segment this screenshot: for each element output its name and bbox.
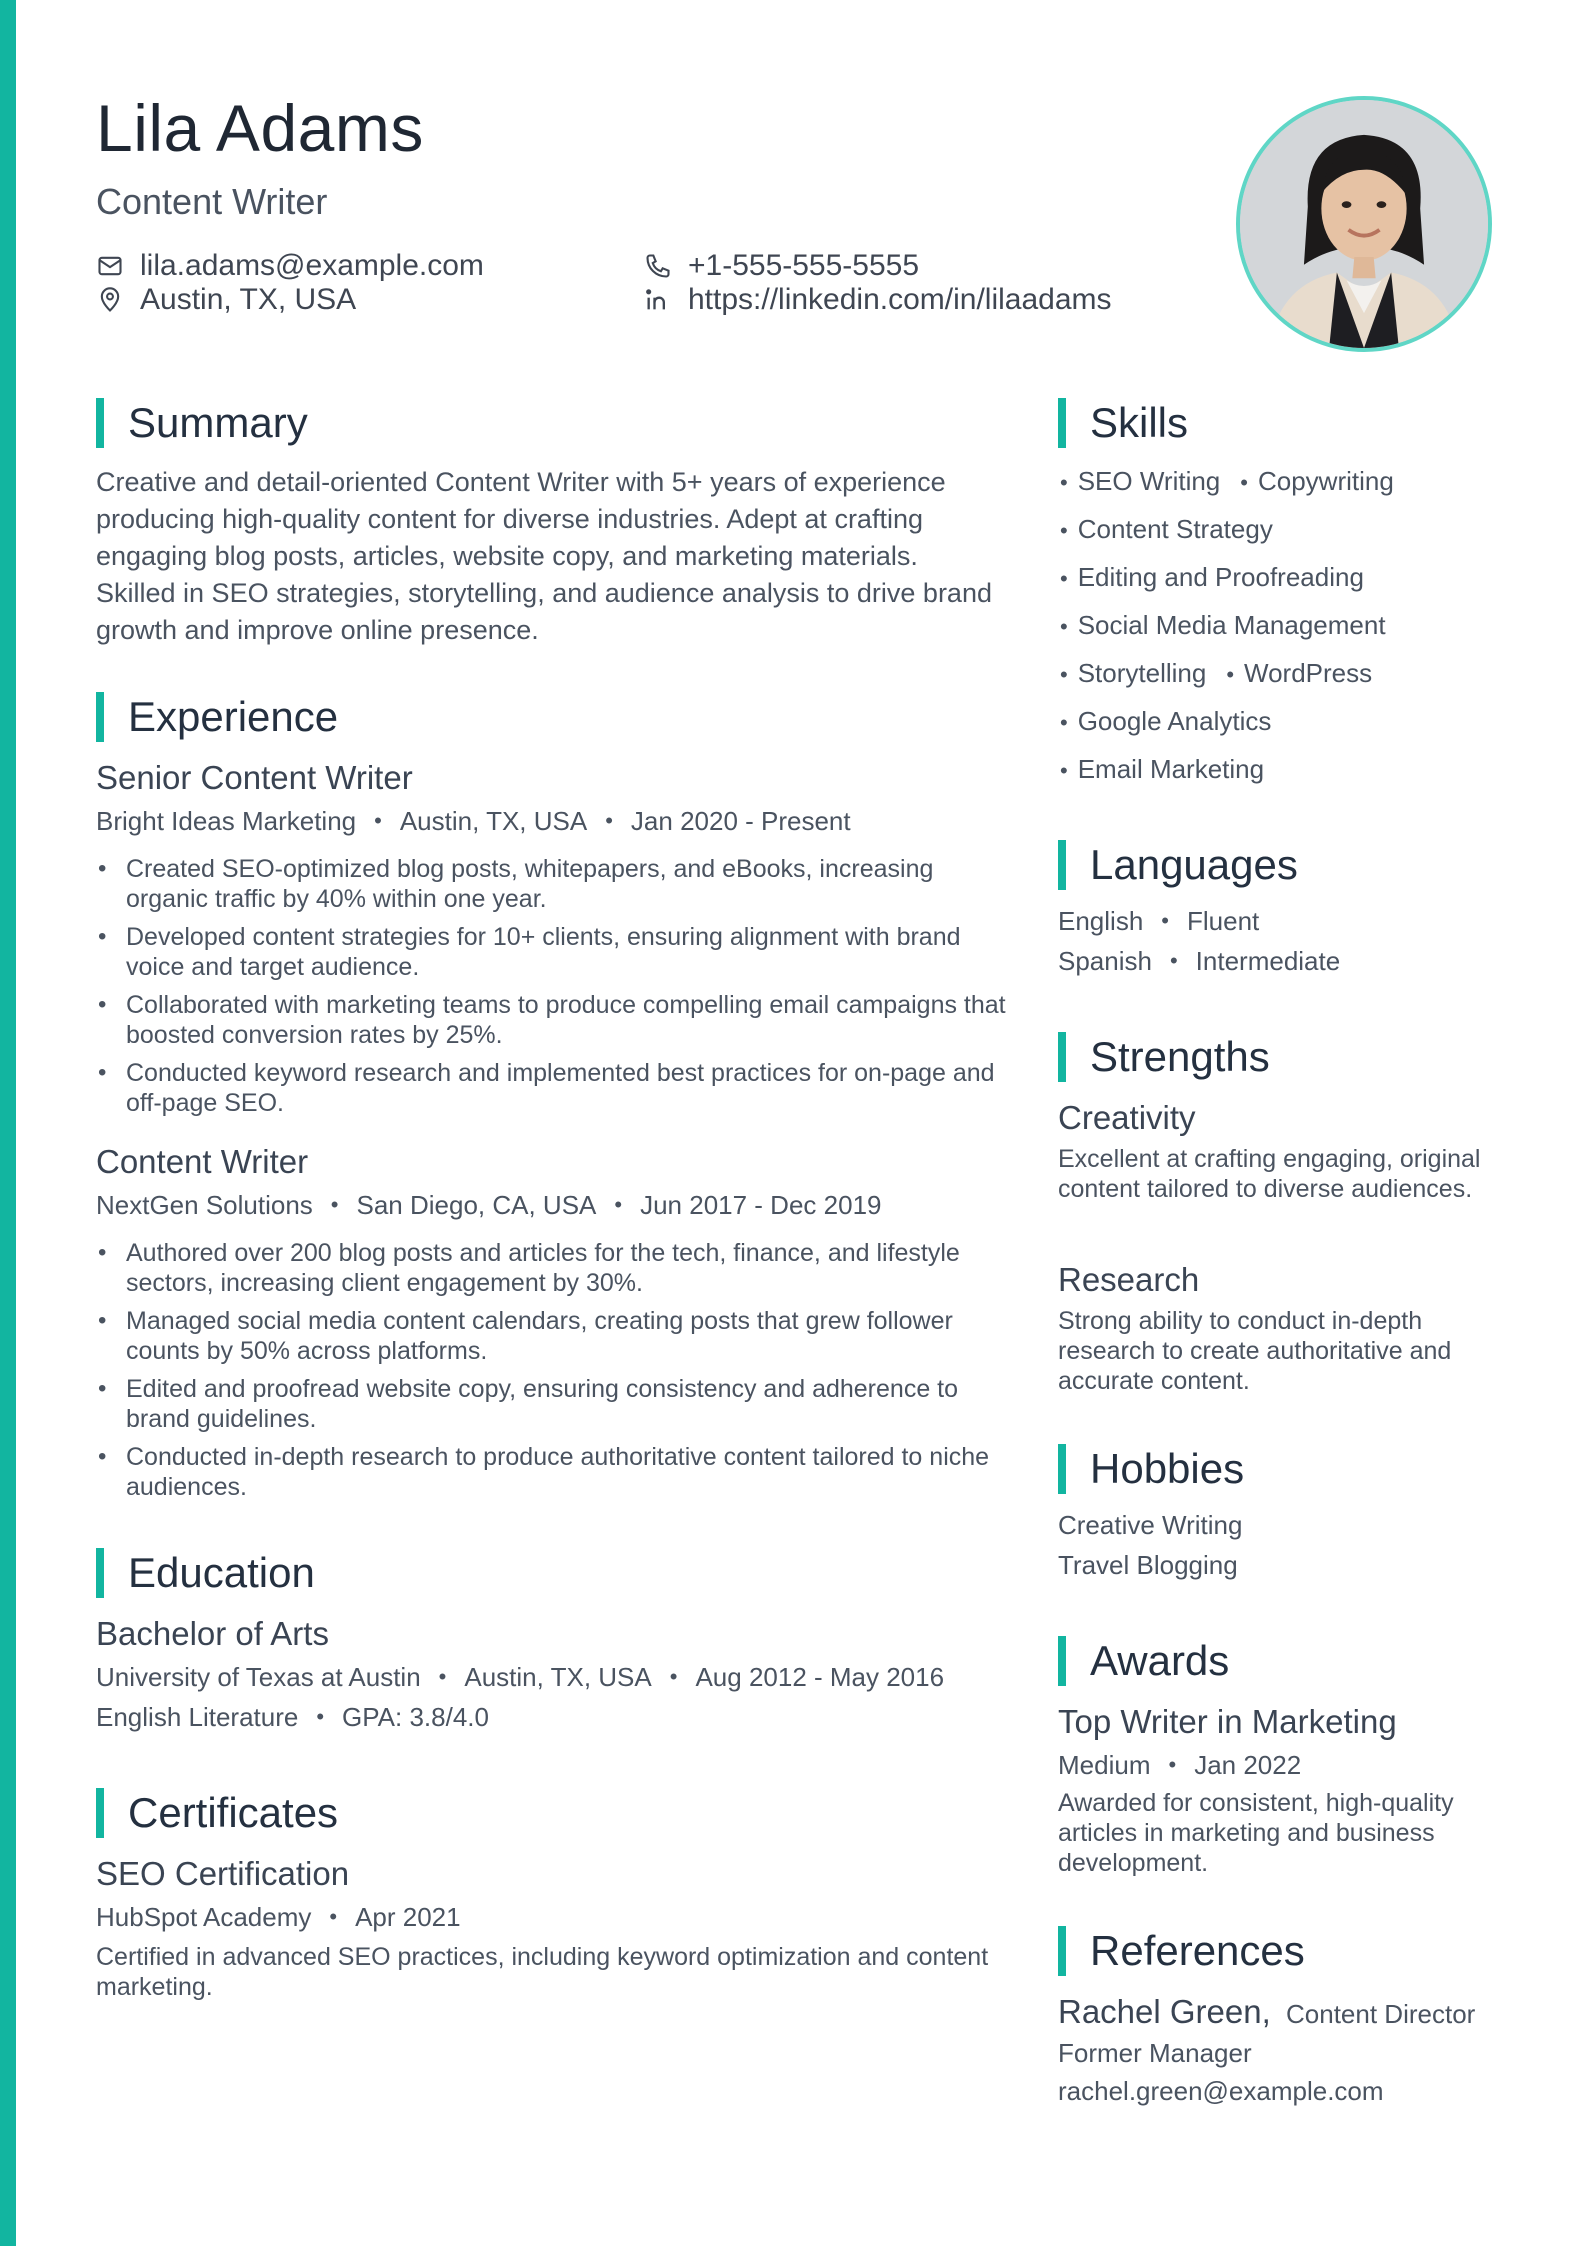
award-meta: Medium • Jan 2022 bbox=[1058, 1750, 1302, 1780]
education-school: University of Texas at Austin bbox=[96, 1662, 421, 1692]
contact-location-text: Austin, TX, USA bbox=[140, 283, 357, 316]
job-role: Content Writer bbox=[96, 1143, 309, 1180]
section-title-certificates bbox=[96, 1788, 338, 1838]
section-title-text: Languages bbox=[1090, 841, 1298, 888]
language-item: Spanish • Intermediate bbox=[1058, 946, 1341, 976]
skills-row bbox=[1060, 610, 1386, 641]
contact-email-text[interactable]: lila.adams@example.com bbox=[140, 249, 484, 282]
skills-row bbox=[1060, 466, 1394, 497]
strength-text: Strong ability to conduct in-depth research to create authoritative and accurate content. bbox=[1058, 1307, 1452, 1395]
list-item: • Managed social media content calendars, creating posts that grew follower counts by 50% across platforms. bbox=[96, 1306, 1016, 1366]
hobby-item: Travel Blogging bbox=[1058, 1550, 1238, 1580]
contact-phone[interactable] bbox=[644, 248, 919, 284]
job-meta: Bright Ideas Marketing • Austin, TX, USA • Jan 2020 - Present bbox=[96, 806, 851, 836]
education-degree: Bachelor of Arts bbox=[96, 1615, 329, 1652]
section-title-education bbox=[96, 1548, 315, 1598]
hobby-item: Creative Writing bbox=[1058, 1510, 1243, 1540]
section-accent-bar bbox=[1058, 1032, 1066, 1082]
skills-row bbox=[1060, 754, 1264, 785]
award-date: Jan 2022 bbox=[1194, 1750, 1302, 1780]
section-accent-bar bbox=[96, 1788, 104, 1838]
section-title-hobbies bbox=[1058, 1444, 1244, 1494]
accent-side-bar bbox=[0, 0, 16, 2246]
job-bullets bbox=[96, 1238, 1016, 1510]
certificate-issuer: HubSpot Academy bbox=[96, 1902, 312, 1932]
candidate-title: Content Writer bbox=[96, 181, 328, 222]
language-level: Intermediate bbox=[1195, 946, 1341, 976]
job-meta: NextGen Solutions • San Diego, CA, USA • Jun 2017 - Dec 2019 bbox=[96, 1190, 882, 1220]
skill-item: • SEO Writing bbox=[1060, 466, 1220, 496]
language-name: English bbox=[1058, 906, 1144, 936]
award-text: Awarded for consistent, high-quality articles in marketing and business development. bbox=[1058, 1789, 1454, 1877]
reference-email[interactable]: rachel.green@example.com bbox=[1058, 2076, 1384, 2106]
strength-text: Excellent at crafting engaging, original content tailored to diverse audiences. bbox=[1058, 1145, 1481, 1203]
skill-item: • Email Marketing bbox=[1060, 754, 1264, 784]
award-name: Top Writer in Marketing bbox=[1058, 1703, 1397, 1740]
section-title-skills bbox=[1058, 398, 1188, 448]
education-details: English Literature • GPA: 3.8/4.0 bbox=[96, 1702, 489, 1732]
reference-heading bbox=[1058, 1992, 1475, 2032]
job-company: NextGen Solutions bbox=[96, 1190, 313, 1220]
section-title-summary bbox=[96, 398, 308, 448]
job-dates: Jan 2020 - Present bbox=[630, 806, 851, 836]
section-accent-bar bbox=[1058, 1636, 1066, 1686]
location-pin-icon bbox=[96, 286, 124, 314]
skills-row bbox=[1060, 562, 1364, 593]
language-name: Spanish bbox=[1058, 946, 1152, 976]
section-title-experience bbox=[96, 692, 338, 742]
list-item: • Conducted in-depth research to produce authoritative content tailored to niche audiences. bbox=[96, 1442, 1016, 1502]
person-portrait-icon bbox=[1240, 100, 1488, 348]
list-item: • Authored over 200 blog posts and articles for the tech, finance, and lifestyle sectors, increasing client engagement by 30%. bbox=[96, 1238, 1016, 1298]
section-title-references bbox=[1058, 1926, 1305, 1976]
certificate-name: SEO Certification bbox=[96, 1855, 350, 1892]
skill-item: • WordPress bbox=[1226, 658, 1372, 688]
section-accent-bar bbox=[1058, 398, 1066, 448]
language-level: Fluent bbox=[1186, 906, 1260, 936]
job-location: San Diego, CA, USA bbox=[356, 1190, 597, 1220]
section-title-awards bbox=[1058, 1636, 1229, 1686]
list-item: • Collaborated with marketing teams to produce compelling email campaigns that boosted conversion rates by 25%. bbox=[96, 990, 1016, 1050]
education-location: Austin, TX, USA bbox=[464, 1662, 652, 1692]
section-title-text: Strengths bbox=[1090, 1033, 1270, 1080]
reference-name: Rachel Green, bbox=[1058, 1993, 1271, 2030]
award-issuer: Medium bbox=[1058, 1750, 1151, 1780]
candidate-name: Lila Adams bbox=[96, 91, 424, 165]
certificate-meta: HubSpot Academy • Apr 2021 bbox=[96, 1902, 461, 1932]
job-bullets bbox=[96, 854, 1016, 1126]
skills-row bbox=[1060, 658, 1372, 689]
section-title-text: Hobbies bbox=[1090, 1445, 1245, 1492]
reference-relation: Former Manager bbox=[1058, 2038, 1252, 2068]
skills-row bbox=[1060, 706, 1271, 737]
section-title-text: Education bbox=[128, 1549, 315, 1596]
section-title-text: Experience bbox=[128, 693, 339, 740]
contact-linkedin[interactable] bbox=[644, 282, 1112, 318]
section-title-strengths bbox=[1058, 1032, 1270, 1082]
list-item: • Edited and proofread website copy, ensuring consistency and adherence to brand guidelines. bbox=[96, 1374, 1016, 1434]
skill-item: • Content Strategy bbox=[1060, 514, 1273, 544]
section-accent-bar bbox=[96, 398, 104, 448]
strength-name: Creativity bbox=[1058, 1099, 1196, 1136]
skills-row bbox=[1060, 514, 1273, 545]
skill-item: • Google Analytics bbox=[1060, 706, 1271, 736]
skill-item: • Social Media Management bbox=[1060, 610, 1386, 640]
reference-role: Content Director bbox=[1286, 1999, 1476, 2029]
section-title-text: Summary bbox=[128, 399, 308, 446]
job-company: Bright Ideas Marketing bbox=[96, 806, 357, 836]
section-accent-bar bbox=[1058, 1926, 1066, 1976]
certificate-text: Certified in advanced SEO practices, including keyword optimization and content marketing. bbox=[96, 1943, 989, 2001]
list-item: • Developed content strategies for 10+ clients, ensuring alignment with brand voice and target audience. bbox=[96, 922, 1016, 982]
section-accent-bar bbox=[96, 1548, 104, 1598]
phone-icon bbox=[644, 252, 672, 280]
contact-email[interactable] bbox=[96, 248, 484, 284]
skill-item: • Storytelling bbox=[1060, 658, 1206, 688]
education-meta: University of Texas at Austin • Austin, TX, USA • Aug 2012 - May 2016 bbox=[96, 1662, 945, 1692]
section-accent-bar bbox=[96, 692, 104, 742]
list-item: • Conducted keyword research and implemented best practices for on-page and off-page SEO. bbox=[96, 1058, 1016, 1118]
skill-item: • Editing and Proofreading bbox=[1060, 562, 1364, 592]
education-dates: Aug 2012 - May 2016 bbox=[695, 1662, 945, 1692]
section-title-text: References bbox=[1090, 1927, 1305, 1974]
mail-icon bbox=[96, 252, 124, 280]
contact-location bbox=[96, 282, 356, 318]
language-item: English • Fluent bbox=[1058, 906, 1260, 936]
section-title-text: Certificates bbox=[128, 1789, 339, 1836]
section-accent-bar bbox=[1058, 840, 1066, 890]
education-gpa: GPA: 3.8/4.0 bbox=[342, 1702, 489, 1732]
job-role: Senior Content Writer bbox=[96, 759, 413, 796]
strength-name: Research bbox=[1058, 1261, 1200, 1298]
certificate-date: Apr 2021 bbox=[355, 1902, 461, 1932]
contact-linkedin-text[interactable]: https://linkedin.com/in/lilaadams bbox=[688, 283, 1112, 316]
section-title-text: Skills bbox=[1090, 399, 1189, 446]
education-field: English Literature bbox=[96, 1702, 299, 1732]
profile-photo bbox=[1236, 96, 1492, 352]
section-accent-bar bbox=[1058, 1444, 1066, 1494]
skill-item: • Copywriting bbox=[1240, 466, 1394, 496]
summary-text: Creative and detail-oriented Content Writer with 5+ years of experience producing high-quality content for diverse industries. Adept at crafting engaging blog posts, articles, website copy, and marketing materials. Skilled in SEO strategies, storytelling, and audience analysis to drive brand growth and improve online presence. bbox=[96, 467, 992, 645]
job-location: Austin, TX, USA bbox=[399, 806, 588, 836]
job-dates: Jun 2017 - Dec 2019 bbox=[640, 1190, 882, 1220]
contact-phone-text[interactable]: +1-555-555-5555 bbox=[688, 249, 920, 282]
linkedin-icon bbox=[644, 286, 672, 314]
section-title-languages bbox=[1058, 840, 1298, 890]
list-item: • Created SEO-optimized blog posts, whitepapers, and eBooks, increasing organic traffic by 40% within one year. bbox=[96, 854, 1016, 914]
section-title-text: Awards bbox=[1090, 1637, 1230, 1684]
